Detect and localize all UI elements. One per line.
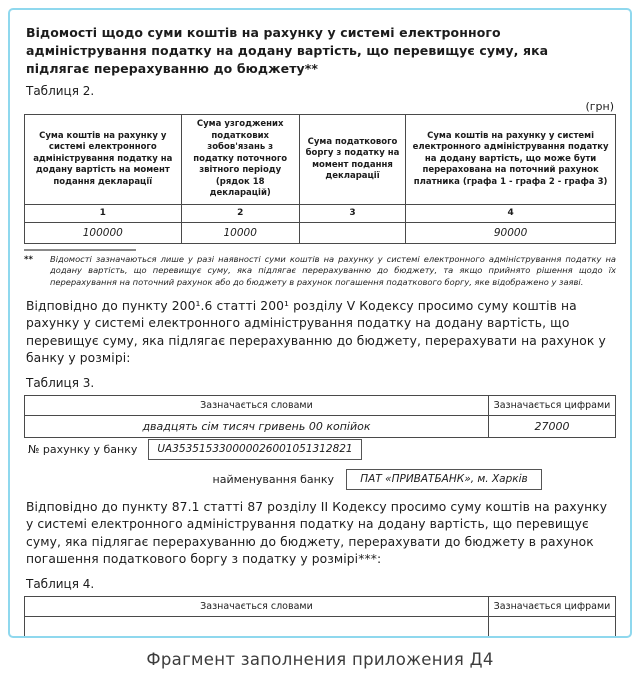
table3-digits-header: Зазначається цифрами bbox=[488, 395, 615, 415]
table3-header-row bbox=[25, 395, 616, 415]
table2-col1-value: 100000 bbox=[25, 222, 182, 243]
account-number-label: № рахунку у банку bbox=[28, 442, 138, 456]
document-title: Відомості щодо суми коштів на рахунку у системі електронного адміністрування податку на додану вартість, що перевищує суму, яка підлягає перерахуванню до бюджету** bbox=[26, 25, 549, 77]
table2 bbox=[24, 114, 616, 243]
table3-amount-words: двадцять сім тисяч гривень 00 копійок bbox=[25, 415, 489, 437]
bank-name-field: ПАТ «ПРИВАТБАНК», м. Харків bbox=[346, 469, 542, 490]
table3 bbox=[24, 395, 616, 438]
figure-caption: Фрагмент заполнения приложения Д4 bbox=[146, 650, 494, 669]
table4-value-row bbox=[25, 616, 616, 638]
currency-note: (грн) bbox=[585, 100, 614, 114]
table2-col4-number: 4 bbox=[406, 204, 616, 222]
table2-col2-number: 2 bbox=[181, 204, 299, 222]
footnote-rule bbox=[24, 249, 136, 251]
table2-col3-header: Сума податкового боргу з податку на момент подання декларації bbox=[299, 115, 405, 204]
table2-col4-value: 90000 bbox=[406, 222, 616, 243]
table2-col1-header: Сума коштів на рахунку у системі електронного адміністрування податку на додану вартість на момент подання декларації bbox=[25, 115, 182, 204]
table4-amount-digits bbox=[488, 616, 615, 638]
footnote-double-asterisk bbox=[24, 249, 616, 289]
table3-amount-digits: 27000 bbox=[488, 415, 615, 437]
table4-header-row bbox=[25, 596, 616, 616]
paragraph-budget-transfer: Відповідно до пункту 87.1 статті 87 розділу II Кодексу просимо суму коштів на рахунку у системі електронного адміністрування податку на додану вартість, що перевищує суму, яка підлягає перерахуванню до бюджету, перерахувати до бюджету в рахунок погашення податкового боргу з податку у розмірі***: bbox=[26, 499, 608, 567]
table4-words-header: Зазначається словами bbox=[25, 596, 489, 616]
table2-col3-number: 3 bbox=[299, 204, 405, 222]
bank-name-row bbox=[24, 469, 542, 490]
table2-col1-number: 1 bbox=[25, 204, 182, 222]
table4-amount-words bbox=[25, 616, 489, 638]
table2-col4-header: Сума коштів на рахунку у системі електронного адміністрування податку на додану вартість, що може бути перерахована на поточний рахунок платника (графа 1 - графа 2 - графа 3) bbox=[406, 115, 616, 204]
table3-value-row bbox=[25, 415, 616, 437]
table2-label: Таблиця 2. bbox=[26, 84, 95, 99]
table2-value-row bbox=[25, 222, 616, 243]
table4-label: Таблиця 4. bbox=[26, 576, 95, 591]
table2-col3-value bbox=[299, 222, 405, 243]
table2-header-row bbox=[25, 115, 616, 204]
bank-account-row bbox=[24, 439, 616, 460]
table2-col2-header: Сума узгоджених податкових зобов'язань з податку поточного звітного періоду (рядок 18 декларацій) bbox=[181, 115, 299, 204]
table4 bbox=[24, 596, 616, 638]
paragraph-bank-transfer: Відповідно до пункту 200¹.6 статті 200¹ розділу V Кодексу просимо суму коштів на рахунку у системі електронного адміністрування податку на додану вартість, що перевищує суму, яка підлягає перерахуванню до бюджету, перерахувати на рахунок у банку у розмірі: bbox=[26, 299, 606, 366]
table2-col2-value: 10000 bbox=[181, 222, 299, 243]
account-number-field: UA353515330000026001051312821 bbox=[148, 439, 362, 460]
footnote-text: Відомості зазначаються лише у разі наявності суми коштів на рахунку у системі електронного адміністрування податку на додану вартість, що перевищує суму, яка підлягає перерахуванню до бюджету, та якщо прийнято рішення щодо їх перерахування на поточний рахунок або до бюджету в рахунок погашення податкового боргу, яке відображено у заяві. bbox=[50, 253, 616, 288]
table3-label: Таблиця 3. bbox=[26, 375, 95, 390]
footnote-marker: ** bbox=[24, 254, 33, 265]
table4-digits-header: Зазначається цифрами bbox=[488, 596, 615, 616]
bank-name-label: найменування банку bbox=[212, 472, 334, 486]
document-frame bbox=[8, 8, 632, 638]
table3-words-header: Зазначається словами bbox=[25, 395, 489, 415]
table2-number-row bbox=[25, 204, 616, 222]
